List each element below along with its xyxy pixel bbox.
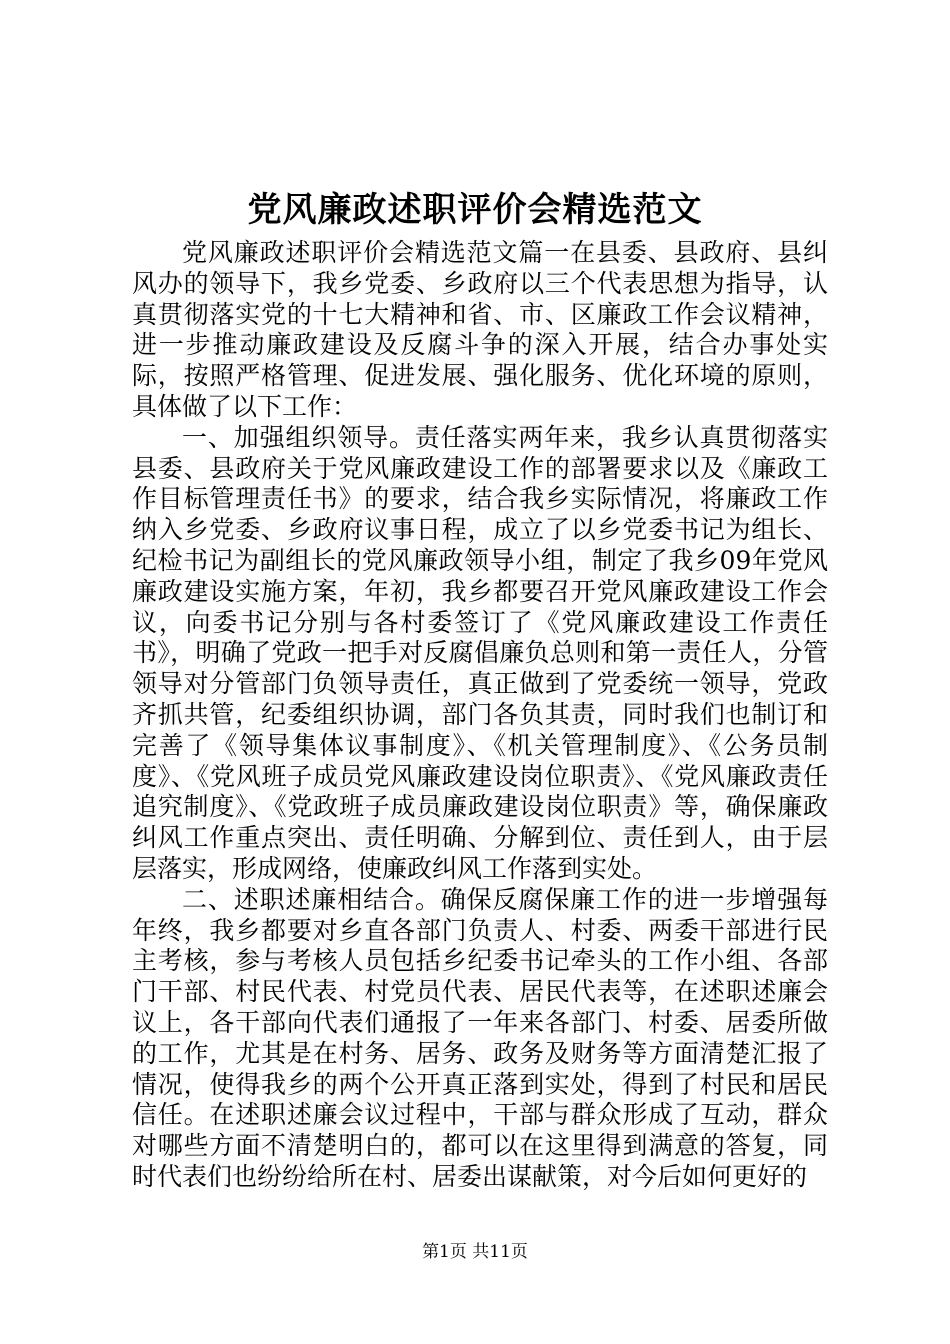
document-body: [132, 238, 828, 1193]
page-footer: 第1页 共11页: [422, 1242, 528, 1262]
paragraph-section-2: 二、述职述廉相结合。确保反腐保廉工作的进一步增强每年终，我乡都要对乡直各部门负责人、村委、两委干部进行民主考核，参与考核人员包括乡纪委书记牵头的工作小组、各部门干部、村民代表、村党员代表、居民代表等，在述职述廉会议上，各干部向代表们通报了一年来各部门、村委、居委所做的工作，尤其是在村务、居务、政务及财务等方面清楚汇报了情况，使得我乡的两个公开真正落到实处，得到了村民和居民信任。在述职述廉会议过程中，干部与群众形成了互动，群众对哪些方面不清楚明白的，都可以在这里得到满意的答复，同时代表们也纷纷给所在村、居委出谋献策，对今后如何更好的: [132, 884, 828, 1191]
paragraph-intro: 党风廉政述职评价会精选范文篇一在县委、县政府、县纠风办的领导下，我乡党委、乡政府以三个代表思想为指导，认真贯彻落实党的十七大精神和省、市、区廉政工作会议精神，进一步推动廉政建设及反腐斗争的深入开展，结合办事处实际，按照严格管理、促进发展、强化服务、优化环境的原则，具体做了以下工作：: [132, 238, 828, 421]
document-title: 党风廉政述职评价会精选范文: [247, 190, 703, 230]
paragraph-section-1: 一、加强组织领导。责任落实两年来，我乡认真贯彻落实县委、县政府关于党风廉政建设工作的部署要求以及《廉政工作目标管理责任书》的要求，结合我乡实际情况，将廉政工作纳入乡党委、乡政府议事日程，成立了以乡党委书记为组长、纪检书记为副组长的党风廉政领导小组，制定了我乡09年党风廉政建设实施方案，年初，我乡都要召开党风廉政建设工作会议，向委书记分别与各村委签订了《党风廉政建设工作责任书》，明确了党政一把手对反腐倡廉负总则和第一责任人，分管领导对分管部门负领导责任，真正做到了党委统一领导，党政齐抓共管，纪委组织协调，部门各负其责，同时我们也制订和完善了《领导集体议事制度》、《机关管理制度》、《公务员制度》、《党风班子成员党风廉政建设岗位职责》、《党风廉政责任追究制度》、《党政班子成员廉政建设岗位职责》等，确保廉政纠风工作重点突出、责任明确、分解到位、责任到人，由于层层落实，形成网络，使廉政纠风工作落到实处。: [132, 422, 828, 883]
